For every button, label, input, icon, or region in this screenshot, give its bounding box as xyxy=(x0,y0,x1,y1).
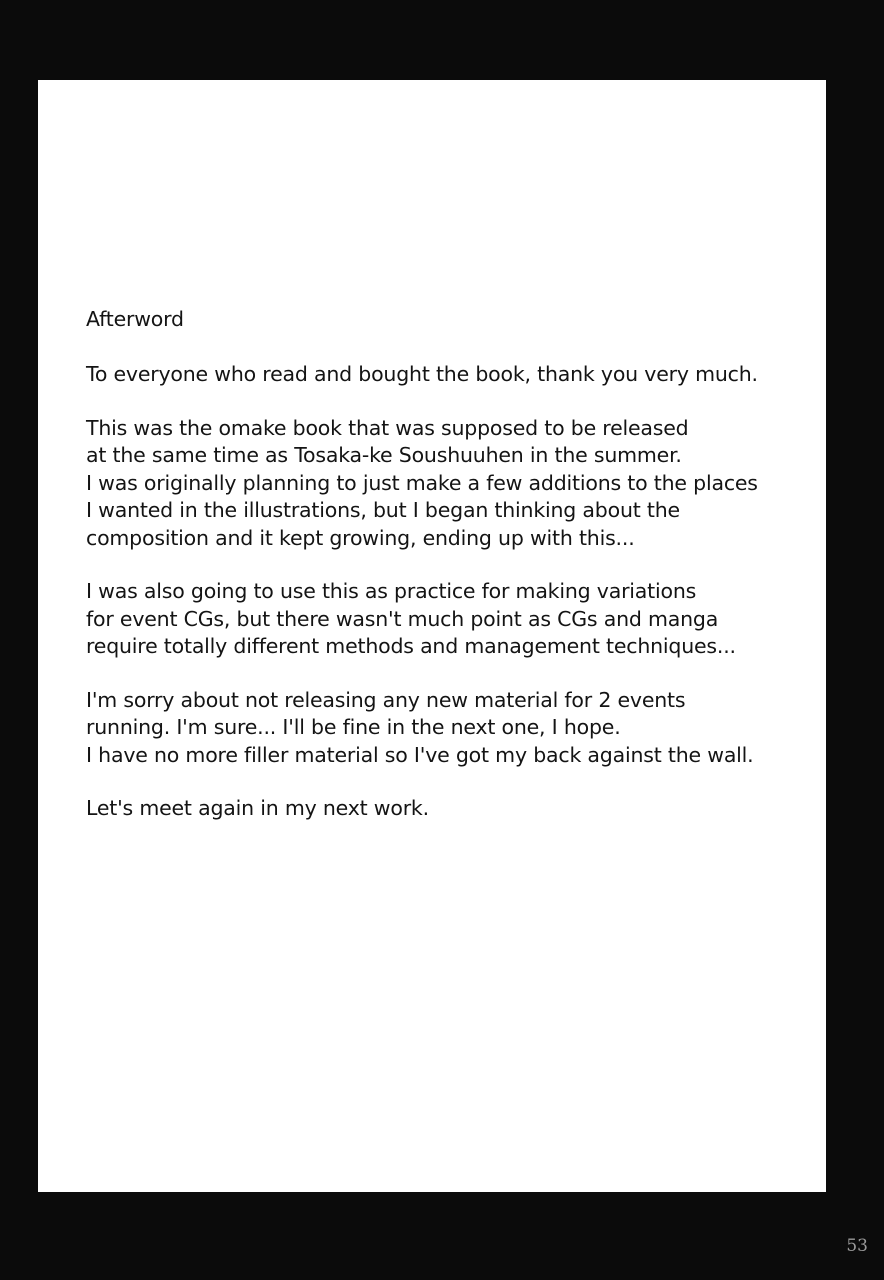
paper-page xyxy=(38,80,826,1192)
paragraph-farewell xyxy=(86,795,816,823)
paragraph-thanks xyxy=(86,361,816,389)
afterword-text xyxy=(86,305,816,849)
text-line: require totally different methods and management techniques... xyxy=(86,634,736,658)
text-line: for event CGs, but there wasn't much point as CGs and manga xyxy=(86,606,719,631)
afterword-heading: Afterword xyxy=(86,307,184,331)
text-line: I wanted in the illustrations, but I began thinking about the xyxy=(86,498,680,522)
text-line: running. I'm sure... I'll be fine in the next one, I hope. xyxy=(86,715,621,739)
text-line: I was originally planning to just make a few additions to the places xyxy=(86,470,758,495)
paragraph-apology xyxy=(86,687,816,770)
text-line: at the same time as Tosaka-ke Soushuuhen in the summer. xyxy=(86,443,682,467)
text-line: I'm sorry about not releasing any new material for 2 events xyxy=(86,687,686,712)
text-line: Let's meet again in my next work. xyxy=(86,796,429,820)
text-line: I have no more filler material so I've got my back against the wall. xyxy=(86,742,754,767)
text-line: I was also going to use this as practice for making variations xyxy=(86,579,697,603)
paragraph-omake xyxy=(86,415,816,553)
text-line: composition and it kept growing, ending up with this... xyxy=(86,525,635,550)
paragraph-practice xyxy=(86,578,816,661)
text-line: This was the omake book that was supposed to be released xyxy=(86,415,689,440)
page-number: 53 xyxy=(846,1236,868,1256)
text-line: To everyone who read and bought the book, thank you very much. xyxy=(86,362,758,386)
